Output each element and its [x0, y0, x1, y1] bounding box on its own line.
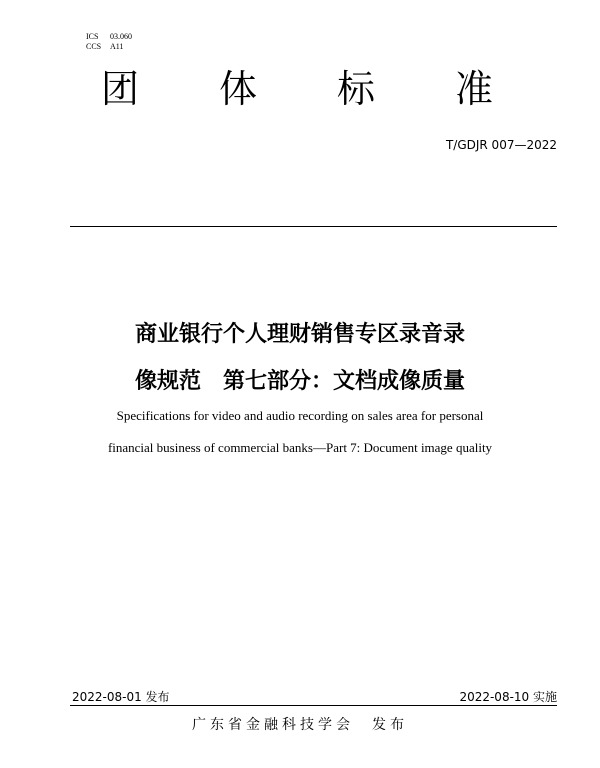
publisher: 广东省金融科技学会 发布 [192, 717, 408, 733]
classification-codes [86, 32, 132, 52]
ccs-row [86, 42, 132, 52]
issue-date: 2022-08-01 发布 [72, 690, 170, 704]
ics-value: 03.060 [110, 32, 132, 41]
ics-label: ICS [86, 32, 99, 41]
ics-row [86, 32, 132, 42]
standard-code: T/GDJR 007—2022 [445, 138, 557, 152]
title-cn-line2: 像规范 第七部分：文档成像质量 [134, 369, 465, 394]
title-en-line1: Specifications for video and audio recording on sales area for personal [116, 408, 484, 423]
bottom-divider [70, 705, 557, 706]
ccs-value: A11 [110, 42, 124, 51]
title-cn-line1: 商业银行个人理财销售专区录音录 [134, 322, 465, 347]
top-divider [70, 226, 557, 227]
implementation-date: 2022-08-10 实施 [459, 690, 557, 704]
standard-type-heading: 团体标准 [100, 67, 573, 111]
ccs-label: CCS [86, 42, 102, 51]
title-en-line2: financial business of commercial banks—Part 7: Document image quality [107, 440, 493, 455]
